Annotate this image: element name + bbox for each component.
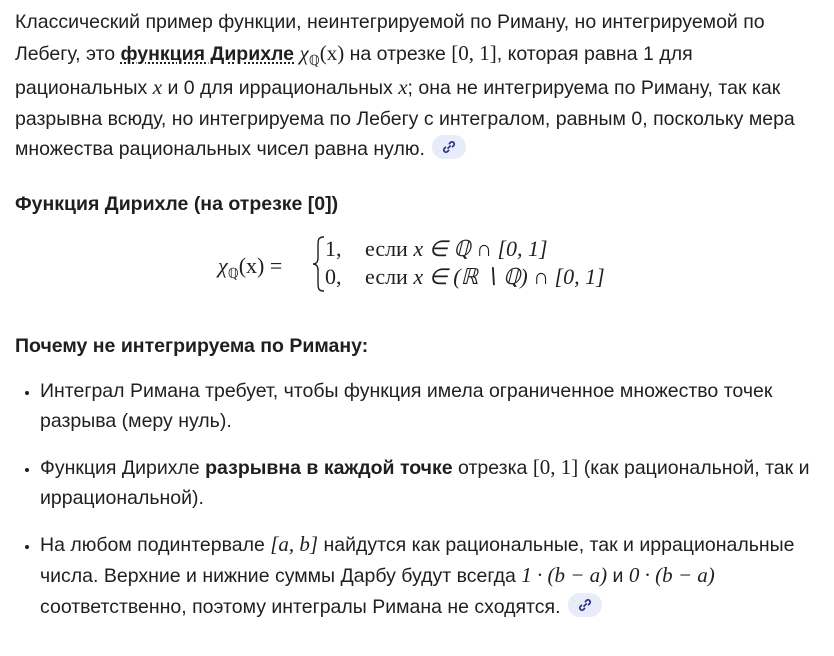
list-item: • Интеграл Римана требует, чтобы функция имела ограниченное множество точек разрыва (меру нуль). bbox=[40, 376, 814, 437]
formula-case-2: 0, если x ∈ (ℝ ∖ ℚ) ∩ [0, 1] bbox=[325, 264, 605, 289]
formula-block bbox=[15, 231, 814, 317]
section-heading-definition: Функция Дирихле (на отрезке [0]) bbox=[15, 192, 339, 215]
source-link-button-1[interactable] bbox=[432, 135, 466, 159]
formula-case-1: 1, если x ∈ ℚ ∩ [0, 1] bbox=[325, 236, 548, 261]
var-x-inline-1: x bbox=[152, 75, 163, 99]
left-brace-icon bbox=[312, 236, 326, 292]
formula-lhs: $\chi_ℚ(x)$ = bbox=[218, 253, 283, 282]
intro-text-5: ; она не интегрируема по Риману, так как разрывна всюду, но интегрируема по Лебегу с интегралом, равным 0, поскольку мера множества рациональных чисел равна нулю. bbox=[15, 77, 795, 160]
intro-paragraph bbox=[15, 7, 814, 165]
link-icon bbox=[442, 140, 456, 154]
section-heading-why: Почему не интегрируема по Риману: bbox=[15, 335, 369, 357]
link-icon bbox=[578, 598, 592, 612]
chi-inline: $\chi_ℚ(x)$ bbox=[299, 40, 345, 69]
list-item: • На любом подинтервале [a, b] найдутся как рациональные, так и иррациональные числа. Верхние и нижние суммы Дарбу будут всегда 1 · (b − a) и 0 · (b − a) соответственно, поэтому интегралы Римана не сходятся. bbox=[40, 529, 814, 623]
var-x-inline-2: x bbox=[398, 75, 408, 99]
reasons-list bbox=[15, 376, 814, 623]
intro-text-1: Классический пример функции, неинтегрируемой по Риману, но интегрируемой по Лебегу, это bbox=[15, 11, 765, 65]
list-item: • Функция Дирихле разрывна в каждой точке отрезка [0, 1] (как рациональной, так и иррациональной). bbox=[40, 452, 814, 514]
dirichlet-term[interactable]: функция Дирихле bbox=[120, 42, 295, 65]
intro-text-2: на отрезке bbox=[344, 42, 452, 65]
source-link-button-2[interactable] bbox=[568, 593, 602, 617]
intro-text-4: и 0 для иррациональных bbox=[162, 77, 399, 99]
intro-text-3: , которая равна 1 для рациональных bbox=[15, 42, 693, 99]
interval-inline: [0, 1] bbox=[451, 40, 497, 65]
